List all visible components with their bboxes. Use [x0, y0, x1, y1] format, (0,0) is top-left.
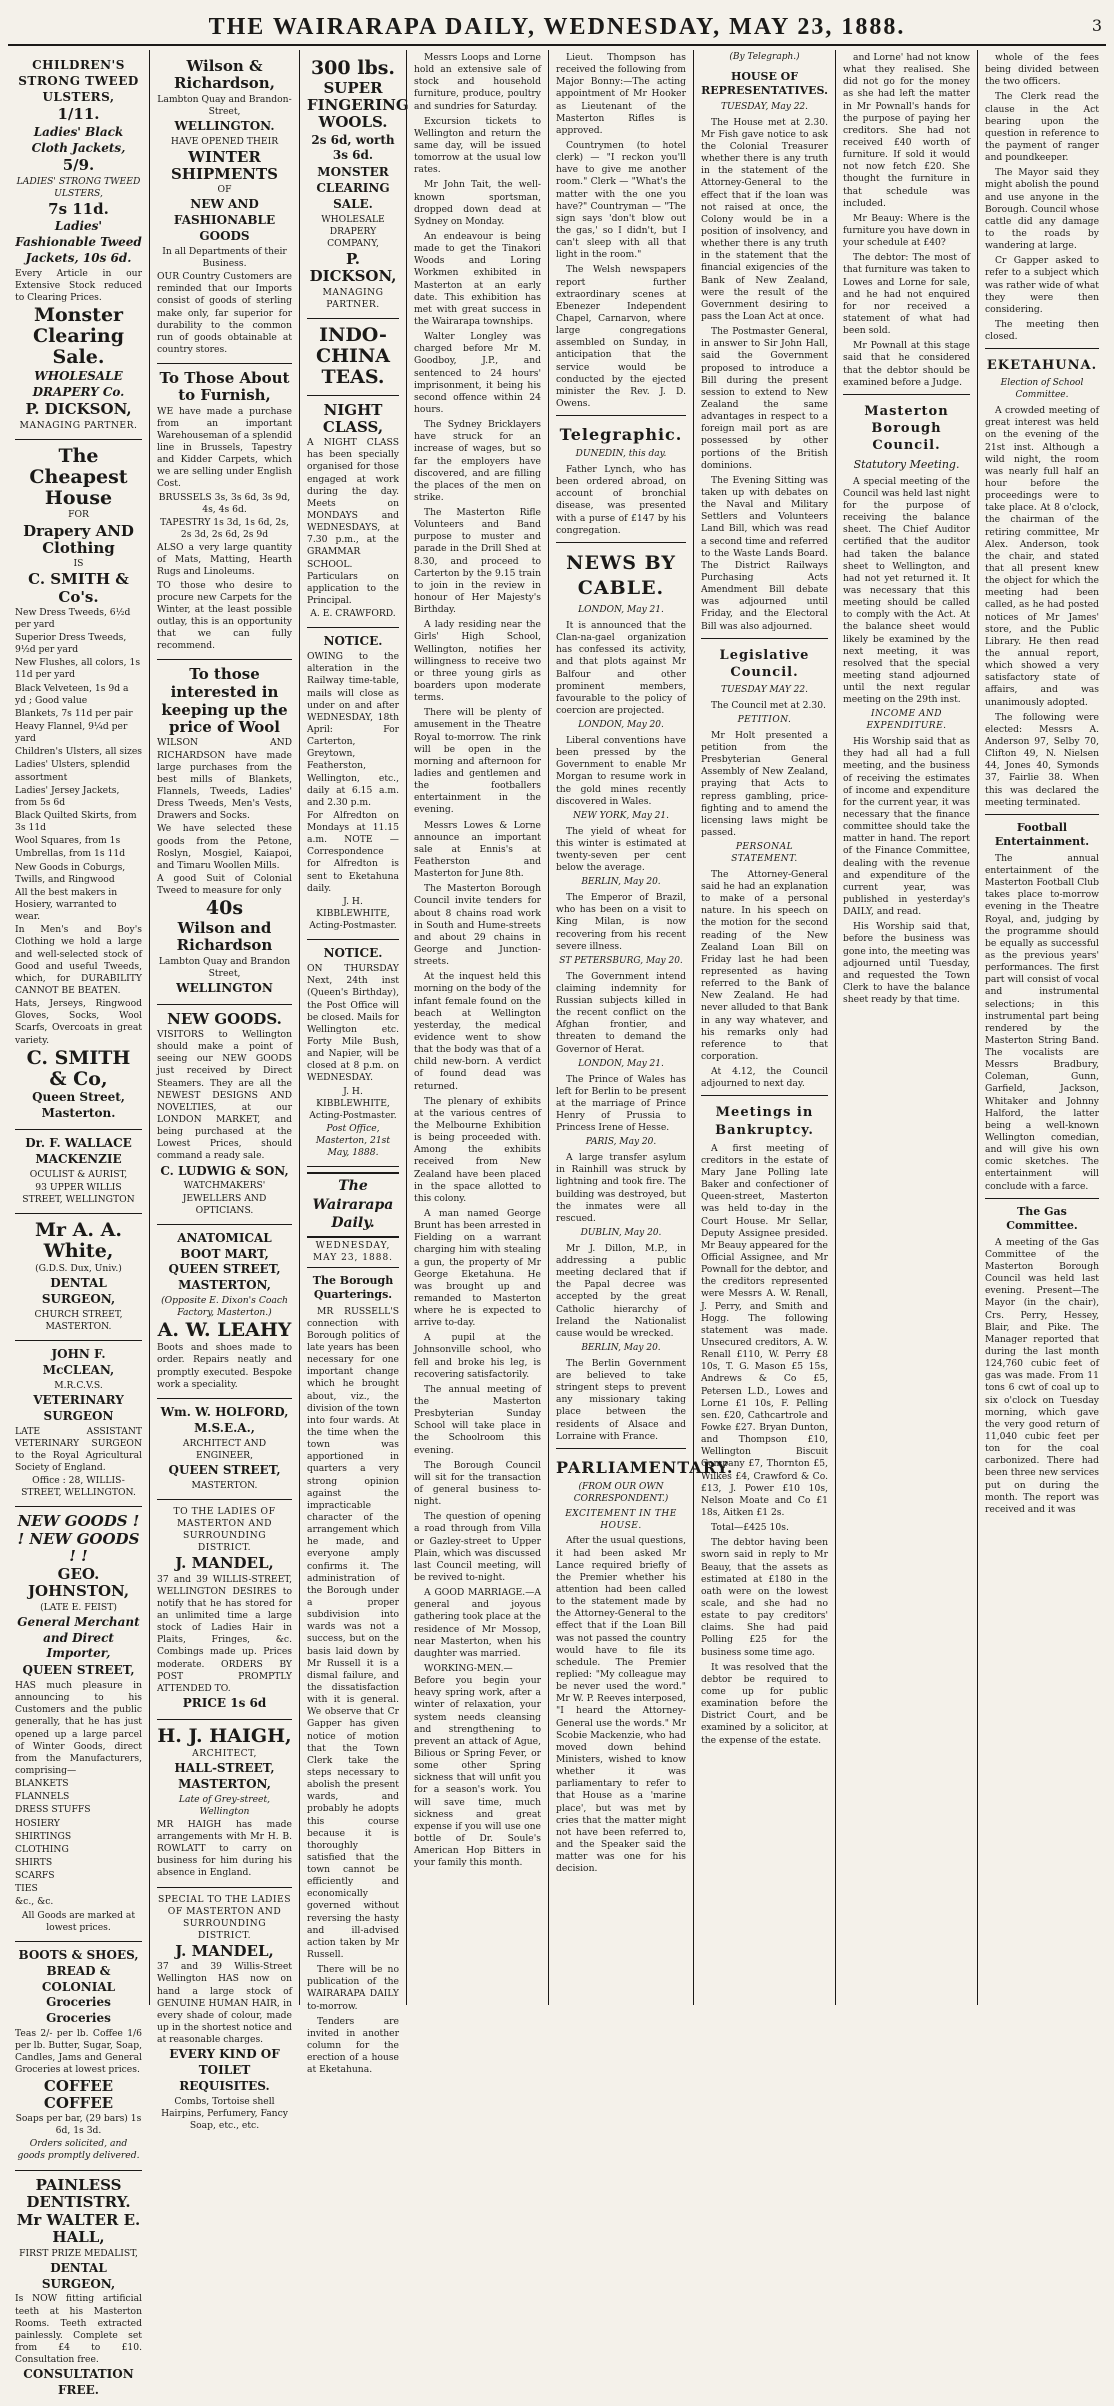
list-item: Blankets, 7s 11d per pair: [15, 707, 133, 719]
news-paragraph: A crowded meeting of great interest was held on the evening of the 21st inst. Although a wild night, the room was nearly full half an hour before the proceedings were to take place. At 8 o'clock, the chairman of the retiring committee, Mr Alex. Anderson, took the chair, and stated that all present knew the object for which the meeting had been called, as he had posted notices of Mr James' store, and the Public Library. He then read the annual report, which showed a very satisfactory state of affairs, and was unanimously adopted.: [985, 405, 1099, 708]
news-paragraph: The annual entertainment of the Masterton Football Club takes place to-morrow evening in the Theatre Royal, and, judging by the programme should be equally as successful as the previous years' performances. The first part will consist of vocal and instrumental selections; in this instrumental part being rendered by the Masterton String Band. The vocalists are Messrs Bradbury, Coleman, Gunn, Garfield, Jackson, Whitaker and Johnny Halford, the latter being a well-known Wellington comedian, and will give his own comic sketches. The entertainment will conclude with a farce.: [985, 852, 1099, 1192]
section-topic: PERSONAL STATEMENT.: [731, 842, 798, 865]
ad-paragraph: 37 and 39 Willis-Street Wellington HAS now on hand a large stock of GENUINE HUMAN HAIR, in every shade of colour, made up in the shortest notice and at reasonable charges.: [157, 1961, 292, 2046]
ad-price: PRICE 1s 6d: [182, 1696, 267, 1710]
news-paragraph: The annual meeting of the Masterton Presbyterian Sunday School will take place in the Schoolroom this evening.: [414, 1383, 541, 1456]
ad-price: 2s 6d, worth 3s 6d.: [311, 132, 395, 163]
ad-paragraph: Hats, Jerseys, Ringwood Gloves, Socks, Wool Scarfs, Overcoats in great variety.: [15, 998, 142, 1046]
ad-firm: C. SMITH & Co's.: [28, 570, 129, 606]
ad-paragraph: TO those who desire to procure new Carpets for the Winter, at the least possible outlay, this is an opportunity that we can fully recommend.: [157, 579, 292, 652]
news-paragraph: whole of the fees being divided between the two officers.: [985, 52, 1099, 88]
ad-sale-heading: MONSTER CLEARING SALE.: [316, 165, 390, 211]
cable-dateline: ST PETERSBURG, May 20.: [559, 955, 683, 966]
ad-winter-shipments: [157, 52, 292, 364]
ad-painless-dentistry: [15, 2171, 142, 2406]
section-divider: [985, 814, 1099, 815]
news-paragraph: Father Lynch, who has been ordered abroad, on account of bronchial disease, was presented with a purse of £147 by his congregation.: [556, 464, 686, 536]
ad-title: OCULIST & AURIST,: [29, 1168, 128, 1180]
ad-tail: EVERY KIND OF TOILET REQUISITES.: [169, 2047, 280, 2093]
cable-list: [556, 605, 686, 1443]
ad-heading: SUPER FINGERING WOOLS.: [307, 78, 409, 132]
list-item: FLANNELS: [15, 1791, 70, 1803]
list-item: &c., &c.: [15, 1896, 54, 1908]
dateline: TUESDAY MAY 22.: [721, 685, 808, 695]
list-item: New Goods in Coburgs, Twills, and Ringwood: [15, 861, 126, 885]
section-heading: HOUSE OF REPRESENTATIVES.: [701, 69, 828, 98]
list-item: Wool Squares, from 1s: [15, 835, 121, 847]
column-3: [300, 50, 409, 2076]
ad-price: 5/9.: [62, 156, 95, 175]
ad-paragraph: Boots and shoes made to order. Repairs neatly and promptly executed. Bespoke work a speciality.: [157, 1342, 292, 1390]
list-item: Black Quilted Skirts, from 3s 11d: [15, 810, 137, 834]
ad-address: QUEEN STREET,: [168, 1462, 281, 1477]
ad-paragraph: ALSO a very large quantity of Mats, Matting, Hearth Rugs and Linoleums.: [157, 542, 292, 578]
ad-name: Mr WALTER E. HALL,: [16, 2211, 141, 2247]
ad-heading: NOTICE.: [323, 946, 383, 961]
ad-title: DENTAL SURGEON,: [41, 2260, 116, 2291]
ad-line: Ladies' Fashionable Tweed Jackets, 10s 6d.: [15, 219, 142, 265]
news-paragraph: The Council met at 2.30.: [711, 699, 826, 711]
news-paragraph: Mr John Tait, the well-known sportsman, dropped down dead at Sydney on Monday.: [414, 179, 541, 227]
cable-paragraph: It is announced that the Clan-na-gael organization has confessed its activity, and that plots against Mr Balfour and other prominent members, favourable to the policy of coercion are projected.: [556, 619, 686, 716]
ad-degree: (G.D.S. Dux, Univ.): [35, 1262, 122, 1274]
ad-line: FOR: [68, 509, 89, 521]
ad-dentist-white: [15, 1214, 142, 1341]
ad-new-goods: [157, 1005, 292, 1225]
section-subheading: (By Telegraph.): [729, 52, 800, 62]
news-paragraph: Cr Gapper asked to refer to a subject which was rather wide of what they were then considering.: [985, 255, 1099, 315]
news-paragraph: The Welsh newspapers report further extraordinary scenes at Ebenezer Independent Chapel, Carnarvon, where large congregations assembled on Sunday, in anticipation that the service would be conducted by the ejected minister the Rev. J. D. Owens.: [556, 264, 686, 409]
section-divider: [556, 415, 686, 416]
ad-line: Soaps per bar, (29 bars) 1s 6d, 1s 3d.: [15, 2113, 142, 2137]
ad-note: Every Article in our Extensive Stock reduced to Clearing Prices.: [15, 267, 142, 303]
news-paragraph: The Borough Council will sit for the transaction of general business to-night.: [414, 1459, 541, 1508]
ad-paragraph: MR HAIGH has made arrangements with Mr H. B. ROWLATT to carry on business for him during his absence in England.: [157, 1818, 292, 1879]
section-divider: [985, 348, 1099, 349]
news-paragraph: A pupil at the Johnsonville school, who fell and broke his leg, is recovering satisfactorily.: [414, 1332, 541, 1380]
list-item: DRESS STUFFS: [15, 1804, 91, 1816]
ad-line: IS: [73, 558, 84, 570]
column-4: [407, 50, 549, 2005]
ad-heading: NOTICE.: [323, 634, 383, 649]
ad-johnston: [15, 1507, 142, 1942]
ad-signature: J. H. KIBBLEWHITE, Acting-Postmaster.: [309, 895, 397, 932]
news-paragraph: The debtor having been sworn said in reply to Mr Beauy, that the assets as estimated at £180 in the oath were on the lowest scale, and she had no estate to pay creditors' claims. She had paid Polling £25 for the business some time ago.: [701, 1537, 828, 1658]
ad-groceries: [15, 1942, 142, 2171]
section-subheading: Election of School Committee.: [1000, 378, 1084, 401]
cable-paragraph: The Prince of Wales has left for Berlin to be present at the marriage of Prince Henry of Prussia to Princess Irene of Hesse.: [556, 1073, 686, 1134]
ad-veterinary: [15, 1341, 142, 1507]
ad-heading: BOOTS & SHOES, BREAD & COLONIAL Groceries Groceries: [18, 1947, 139, 2026]
list-item: SCARFS: [15, 1870, 55, 1882]
news-paragraph: Excursion tickets to Wellington and return the same day, will be issued tomorrow at the usual low rates.: [414, 115, 541, 176]
ad-wool: [157, 660, 292, 1004]
ad-name: H. J. HAIGH,: [157, 1724, 292, 1747]
ad-tail: CONSULTATION FREE.: [23, 2367, 134, 2398]
ad-paragraph: A NIGHT CLASS has been specially organised for those engaged at work during the day. Meets on MONDAYS and WEDNESDAYS, at 7.30 p.m., at the GRAMMAR SCHOOL. Particulars on application to the Principal.: [307, 437, 399, 606]
ad-address: CHURCH STREET, MASTERTON.: [34, 1308, 123, 1332]
column-8: [978, 50, 1106, 2005]
ad-subheading: SPECIAL TO THE LADIES OF MASTERTON AND SURROUNDING DISTRICT.: [157, 1893, 292, 1941]
news-paragraph: At the inquest held this morning on the body of the infant female found on the beach at Wellington yesterday, the medical evidence went to show that the body was that of a child new-born. A verdict of found dead was returned.: [414, 971, 541, 1092]
editorial-date: WEDNESDAY, MAY 23, 1888.: [307, 1241, 399, 1268]
cable-paragraph: The Government intend claiming indemnity for Russian subjects killed in the recent conflict on the Afghan frontier, and threaten to demand the Governor of Herat.: [556, 970, 686, 1055]
section-divider: [701, 638, 828, 639]
ad-firm: C. SMITH & Co,: [26, 1046, 131, 1090]
ad-furnish: [157, 364, 292, 660]
list-item: Black Velveteen, 1s 9d a yd ; Good value: [15, 682, 129, 706]
news-paragraph: The meeting then closed.: [985, 318, 1099, 343]
ad-degree: FIRST PRIZE MEDALIST,: [19, 2247, 138, 2259]
ad-heading: NEW GOODS.: [167, 1009, 282, 1028]
section-heading: The Gas Committee.: [1006, 1204, 1078, 1233]
cable-paragraph: Mr J. Dillon, M.P., in addressing a public meeting declared that if the Papal decree was accepted by the great Catholic hierarchy of Ireland the Nationalist cause would be wrecked.: [556, 1242, 686, 1339]
list-item: Ladies' Jersey Jackets, from 5s 6d: [15, 784, 120, 808]
dateline: TUESDAY, May 22.: [720, 101, 809, 112]
ad-notice-birthday: [307, 940, 399, 1167]
ad-boot-mart: [157, 1225, 292, 1399]
ad-paragraph: WE have made a purchase from an important Warehouseman of a splendid line in Brussels, Tapestry and Kidder Carpets, which we are selling under English Cost.: [157, 405, 292, 490]
ad-architect-haigh: [157, 1720, 292, 1888]
ad-paragraph: A good Suit of Colonial Tweed to measure for only: [157, 873, 292, 897]
cable-paragraph: The yield of wheat for this winter is estimated at twenty-seven per cent below the average.: [556, 825, 686, 874]
ad-heading: PAINLESS DENTISTRY.: [26, 2175, 131, 2211]
list-item: Children's Ulsters, all sizes: [15, 746, 143, 758]
ad-architect-holford: [157, 1399, 292, 1500]
list-item: New Flushes, all colors, 1s 11d per yard: [15, 657, 141, 681]
ad-name: GEO. JOHNSTON,: [27, 1565, 130, 1601]
news-paragraph: The plenary of exhibits at the various centres of the Melbourne Exhibition is being proceeded with. Among the exhibits received from New Zealand have been placed in the space allotted to this colony.: [414, 1095, 541, 1204]
section-topic: PETITION.: [737, 715, 792, 726]
ad-list: Combs, Tortoise shell Hairpins, Perfumery, Fancy Soap, etc., etc.: [161, 2095, 288, 2132]
news-paragraph: The following were elected: Messrs A. Anderson 97, Selby 70, Clifton 49, N. Nielsen 44, Jones 40, Symonds 37, Fairlie 38. When this was declared the meeting terminated.: [985, 711, 1099, 808]
ad-heading: The Cheapest House: [29, 444, 128, 509]
news-paragraph: At 4.12, the Council adjourned to next day.: [701, 1066, 828, 1090]
ad-heading: NIGHT CLASS,: [322, 400, 384, 436]
ad-name: Wm. W. HOLFORD, M.S.E.A.,: [160, 1404, 289, 1435]
news-paragraph: Messrs Loops and Lorne hold an extensive sale of stock and household furniture, produce, poultry and sundries for Saturday.: [414, 52, 541, 112]
news-paragraph: Mr Pownall at this stage said that he considered that the debtor should be examined before a Judge.: [843, 340, 970, 388]
article-paragraph: MR RUSSELL'S connection with Borough politics of late years has been necessary for one important change which he brought about, viz., the division of the town into four wards. At the time when the town was apportioned in quarters a very strong opinion against the impracticable character of the arrangement which he made, and everyone amply confirms it. The administration of the Borough under a proper subdivision into wards was not a success, but on the basis laid down by Mr Russell it is a dismal failure, and the dissatisfaction with it is general. We observe that Cr Gapper has given notice of motion that the Town Clerk take the steps necessary to abolish the present wards, and probably he adopts this course because it is thoroughly satisfied that the town cannot be efficiently and economically governed without reversing the hasty and ill-advised action taken by Mr Russell.: [307, 1305, 399, 1961]
section-heading: Meetings in Bankruptcy.: [715, 1105, 814, 1138]
list-item: SHIRTINGS: [15, 1830, 72, 1842]
list-item: Superior Dress Tweeds, 9½d per yard: [15, 632, 127, 656]
ad-line: Orders solicited, and goods promptly delivered.: [17, 2138, 140, 2162]
ad-paragraph: HAS much pleasure in announcing to his Customers and the public generally, that he has just opened up a large parcel of Winter Goods, direct from the Manufacturers, comprising—: [15, 1680, 142, 1777]
ad-line: HAVE OPENED THEIR: [170, 135, 279, 147]
news-paragraph: Lieut. Thompson has received the following from Major Bonny:—The acting appointment of Mr Hooker as Lieutenant of the Masterton Rifles is approved.: [556, 52, 686, 136]
news-paragraph: Mr Holt presented a petition from the Presbyterian General Assembly of New Zealand, praying that Acts to repress gambling, price-fighting and to amend the licensing laws might be passed.: [701, 729, 828, 839]
news-paragraph: WORKING-MEN.—Before you begin your heavy spring work, after a winter of relaxation, your system needs cleansing and strengthening to prevent an attack of Ague, Bilious or Spring Fever, or some other Spring sickness that will unfit you for a season's work. You will save time, much sickness and great expense if you will use one bottle of Dr. Soule's American Hop Bitters in your family this month.: [414, 1663, 541, 1869]
section-heading: Legislative Council.: [719, 647, 810, 680]
ad-ulsters: [15, 52, 142, 440]
ad-oculist: [15, 1130, 142, 1214]
ad-city: MASTERTON.: [191, 1479, 258, 1491]
ad-paragraph: LATE ASSISTANT VETERINARY SURGEON to the Royal Agricultural Society of England.: [15, 1425, 142, 1473]
article-paragraph: There will be no publication of the WAIRARAPA DAILY to-morrow.: [307, 1964, 399, 2012]
ad-heading: INDO-CHINA TEAS.: [315, 323, 391, 388]
cable-dateline: LONDON, May 21.: [578, 1058, 664, 1069]
news-paragraph: A meeting of the Gas Committee of the Masterton Borough Council was held last evening. Present—The Mayor (in the chair), Crs. Perry, Hessey, Blair, and Pike. The Manager reported that during the last month 124,760 cubic feet of gas was made. From 11 tons 6 cwt of coal up to six o'clock on Tuesday morning, which gave the very good return of 11,040 cubic feet per ton for the coal carbonized. There had been three new services put on during the month. The report was received and it was: [985, 1236, 1099, 1515]
ad-wholesale: WHOLESALE DRAPERY COMPANY,: [321, 213, 385, 250]
section-subheading: Statutory Meeting.: [853, 458, 960, 472]
ad-goods-list: [15, 1778, 142, 1908]
column-1: [8, 50, 150, 2398]
news-paragraph: The Sydney Bricklayers have struck for an increase of wages, but so far the employers have discovered, and are filling the places of the men on strike.: [414, 419, 541, 503]
ad-partner: MANAGING PARTNER.: [322, 286, 384, 310]
news-paragraph: Walter Longley was charged before Mr M. Goodboy, J.P., and sentenced to 24 hours' imprisonment, it being his second offence within 24 hours.: [414, 331, 541, 415]
ad-paragraph: OWING to the alteration in the Railway time-table, mails will close as under on and after WEDNESDAY, 18th April: For Carterton, Greytown, Featherston, Wellington, etc., daily at 6.15 a.m. and 2.30 p.m.: [307, 651, 399, 808]
ad-partner: MANAGING PARTNER.: [19, 419, 138, 431]
section-subheading: (FROM OUR OWN CORRESPONDENT.): [573, 1481, 669, 1504]
news-paragraph: The Masterton Borough Council invite tenders for about 8 chains road work in South and Hume-streets and about 29 chains in George and Junction-streets.: [414, 883, 541, 968]
ad-paragraph: VISITORS to Wellington should make a point of seeing our NEW GOODS just received by Direct Steamers. They are all the NEWEST DESIGNS AND NOVELTIES, at our LONDON MARKET, and being purchased at the Lowest Prices, should command a ready sale.: [157, 1029, 292, 1162]
ad-sale-heading: Monster Clearing Sale.: [32, 304, 125, 368]
news-paragraph: After the usual questions, it had been asked Mr Lance required briefly of the Premier whether his attention had been called to the statement made by the Attorney-General to the effect that if the Loan Bill was not passed the country would have to file its schedule. The Premier replied: "My colleague may be never used the word." Mr W. P. Reeves interposed, "I heard the Attorney-General use the words." Mr Scobie Mackenzie, who had moved down behind Ministers, wished to know whether it was parliamentary to refer to that House as a 'marine place', but was met by cries that the matter might not have been referred to, and the Speaker said the matter was one for his decision.: [556, 1535, 686, 1875]
ad-address: HALL-STREET, MASTERTON,: [174, 1760, 275, 1791]
ad-subheading: NEW AND FASHIONABLE GOODS: [173, 197, 276, 244]
news-paragraph: The Masterton Rifle Volunteers and Band purpose to muster and parade in the Drill Shed at 8.30, and proceed to Carterton by the 9.15 train to join in the review in honour of Her Majesty's Birthday.: [414, 507, 541, 616]
ad-line: Drapery AND Clothing: [23, 521, 134, 557]
ad-price: 40s: [205, 897, 244, 920]
ad-tail: All Goods are marked at lowest prices.: [21, 1909, 136, 1933]
ad-paragraph: WILSON AND RICHARDSON have made large purchases from the best mills of Blankets, Flannels, Tweeds, Ladies' Dress Tweeds, Men's Vests, Drawers and Socks.: [157, 737, 292, 822]
ad-paragraph: In Men's and Boy's Clothing we hold a large and well-selected stock of Good and useful Tweeds, which, for DURABILITY CANNOT BE BEATEN.: [15, 924, 142, 996]
cable-dateline: NEW YORK, May 21.: [573, 810, 669, 821]
ad-title: ARCHITECT AND ENGINEER,: [182, 1437, 267, 1461]
ad-firm: Wilson & Richardson,: [174, 57, 275, 93]
list-item: TIES: [15, 1883, 38, 1895]
ad-name: A. W. LEAHY: [157, 1319, 292, 1342]
news-paragraph: The question of opening a road through from Villa or Gazley-street to Upper Plain, which was discussed last Council meeting, will be revived to-night.: [414, 1511, 541, 1584]
ad-address: Lambton Quay and Brandon Street,: [158, 955, 291, 979]
ad-firm: Wilson and Richardson: [176, 919, 273, 955]
ad-mandel-2: [157, 1888, 292, 2140]
ad-quantity: 300 lbs.: [310, 57, 396, 79]
list-item: Ladies' Ulsters, splendid assortment: [15, 759, 131, 783]
ad-price: 7s 11d.: [48, 199, 109, 218]
ad-heading: NEW GOODS ! ! NEW GOODS ! !: [17, 1512, 140, 1565]
ad-date: Post Office, Masterton, 21st May, 1888.: [315, 1122, 391, 1159]
section-heading: Football Entertainment.: [994, 820, 1090, 849]
ad-address: Office : 28, WILLIS-STREET, WELLINGTON.: [21, 1475, 136, 1499]
section-divider: [556, 542, 686, 543]
news-paragraph: His Worship said that, before the business was gone into, the meeting was adjourned until Tuesday, and requested the Town Clerk to have the balance sheet ready by that time.: [843, 921, 970, 1006]
ad-item-list: [15, 607, 142, 924]
news-paragraph: A special meeting of the Council was held last night for the purpose of receiving the balance sheet. The Chief Auditor certified that the auditor had taken the balance sheet to Wellington, and had not yet returned it. It was necessary that this meeting should be called to comply with the Act. At the balance sheet would likely be examined by the next meeting, it was resolved that the special meeting stand adjourned until the next regular meeting on the 29th inst.: [843, 475, 970, 706]
news-paragraph: Countrymen (to hotel clerk) — "I reckon you'll have to give me another room." Clerk — "What's the matter with the one you have?" Countryman — "The sign says 'don't blow out the gas,' so I didn't, but I can't sleep with all that light in the room.": [556, 139, 686, 261]
section-divider: [985, 1198, 1099, 1199]
ad-name: J. MANDEL,: [175, 1554, 274, 1573]
ad-late: (LATE E. FEIST): [40, 1601, 117, 1613]
ad-name: Dr. F. WALLACE MACKENZIE: [25, 1136, 132, 1166]
list-item: BLANKETS: [15, 1778, 69, 1790]
news-paragraph: The Attorney-General said he had an explanation to make of a personal nature. In his speech on the motion for the second reading of the New Zealand Loan Bill on Friday last he had been represented as having referred to the Bank of New Zealand. He had never alluded to that Bank in any way whatever, and his remarks only had reference to that corporation.: [701, 868, 828, 1063]
ad-notice-mails: [307, 628, 399, 940]
ad-name: Mr A. A. White,: [35, 1219, 122, 1263]
news-paragraph: A GOOD MARRIAGE.—A general and joyous gathering took place at the residence of Mr Mossop, near Masterton, when his daughter was married.: [414, 1587, 541, 1659]
section-divider: [556, 1448, 686, 1449]
page-number: 3: [1091, 16, 1102, 35]
article-heading: The Borough Quarterings.: [312, 1273, 394, 1302]
news-paragraph: and Lorne' had not know what they realised. She did not go for the money as she had left the matter in Mr Pownall's hands for the purpose of paying her creditors. She had not received £40 worth of furniture. If sold it would not now fetch £20. She thought the furniture in that schedule was included.: [843, 52, 970, 209]
list-item: HOSIERY: [15, 1817, 60, 1829]
list-item: CLOTHING: [15, 1843, 69, 1855]
cable-paragraph: The Emperor of Brazil, who has been on a visit to King Milan, is now recovering from his recent severe illness.: [556, 892, 686, 952]
news-paragraph: The Postmaster General, in answer to Sir John Hall, said the Government proposed to introduce a Bill during the present session to extend to New Zealand the same advantages in respect to a foreign mail port as are possessed by other portions of the British dominions.: [701, 326, 828, 471]
ad-title: ARCHITECT,: [192, 1747, 257, 1759]
cable-dateline: LONDON, May 20.: [578, 720, 664, 731]
news-paragraph: It was resolved that the debtor be required to come up for public examination before the District Court, and be examined by a solicitor, at the expense of the estate.: [701, 1661, 828, 1746]
cable-dateline: LONDON, May 21.: [578, 605, 664, 616]
ad-heading: WINTER SHIPMENTS: [170, 147, 279, 183]
ad-subheading: keeping up the price of Wool: [161, 700, 288, 737]
news-paragraph: The House met at 2.30. Mr Fish gave notice to ask the Colonial Treasurer whether there is any truth in the statement of the Attorney-General to the effect that if the loan was not raised at once, the Colony would be in a position of insolvency, and whether there is any truth in the statement that the financial exigencies of the Bank of New Zealand, were the result of the Government desiring to pass the Loan Act at once.: [701, 116, 828, 323]
ad-title: DENTAL SURGEON,: [41, 1276, 116, 1306]
ad-address: Lambton Quay and Brandon-Street,: [157, 93, 292, 117]
ad-title: VETERINARY SURGEON: [33, 1392, 124, 1423]
ad-indo-china-teas: [307, 319, 399, 396]
cable-dateline: BERLIN, May 20.: [581, 1342, 661, 1353]
cable-paragraph: Liberal conventions have been pressed by the Government to enable Mr Morgan to resume work in the gold mines recently discovered in Wales.: [556, 734, 686, 807]
ad-heading: COFFEE COFFEE: [43, 2076, 114, 2112]
cable-paragraph: The Berlin Government are believed to take stringent steps to prevent any missionary taking place between the residents of Alsace and Lorraine with France.: [556, 1357, 686, 1442]
news-paragraph: An endeavour is being made to get the Tinakori Woods and Loring Workmen exhibited in Masterton at an early date. This exhibition has met with great success in the Wairarapa townships.: [414, 230, 541, 327]
ad-paragraph: We have selected these goods from the Petone, Roslyn, Mosgiel, Kaiapoi, and Timaru Woollen Mills.: [157, 823, 292, 871]
ad-title: General Merchant and Direct Importer,: [17, 1614, 140, 1661]
section-divider: [843, 394, 970, 395]
cable-dateline: PARIS, May 20.: [585, 1137, 657, 1148]
ad-paragraph: ON THURSDAY Next, 24th inst (Queen's Birthday), the Post Office will be closed. Mails for Wellington etc. Forty Mile Bush, and Napier, will be closed at 8 p.m. on WEDNESDAY.: [307, 963, 399, 1084]
article-paragraph: Tenders are invited in another column for the erection of a house at Eketahuna.: [307, 2015, 399, 2076]
ad-night-class: [307, 396, 399, 629]
cable-dateline: BERLIN, May 20.: [581, 877, 661, 888]
ad-city: WELLINGTON.: [174, 118, 275, 133]
ad-price: 1/11.: [57, 105, 100, 124]
ad-heading: To those interested in: [170, 665, 279, 701]
news-paragraph: A man named George Brunt has been arrested in Fielding on a warrant charging him with stealing a gun, the property of Mr George Eketahuna. He was brought up and remanded to Masterton where he is expected to arrive to-day.: [414, 1207, 541, 1329]
ad-prices: TAPESTRY 1s 3d, 1s 6d, 2s, 2s 3d, 2s 6d, 2s 9d: [160, 516, 289, 541]
ad-fingering-wools: [307, 52, 409, 319]
ad-address: Queen Street, Masterton.: [32, 1090, 125, 1121]
column-2: [150, 50, 300, 2132]
ad-firm: P. DICKSON,: [25, 400, 132, 419]
ad-line: Ladies' Black Cloth Jackets,: [31, 124, 126, 155]
news-paragraph: The debtor: The most of that furniture was taken to Lowes and Lorne for sale, and he had not enquired for nor received a statement of what had been sold.: [843, 252, 970, 337]
ad-prices: BRUSSELS 3s, 3s 6d, 3s 9d, 4s, 4s 6d.: [158, 491, 291, 515]
news-paragraph: The Mayor said they might abolish the pound and use anyone in the Borough. Council whose cattle did any damage to the roads by wandering at large.: [985, 167, 1099, 252]
ad-subheading: WATCHMAKERS' JEWELLERS AND OPTICIANS.: [182, 1180, 267, 1216]
ad-signature: A. E. CRAWFORD.: [310, 608, 396, 620]
ad-line: LADIES' STRONG TWEED ULSTERS,: [16, 175, 141, 199]
ad-cheapest-house: [15, 440, 142, 1130]
masthead: [8, 10, 1106, 46]
section-topic: INCOME AND EXPENDITURE.: [866, 709, 947, 732]
ad-firm: P. DICKSON,: [309, 250, 397, 286]
list-item: Umbrellas, from 1s 11d: [15, 848, 126, 860]
ad-city: WELLINGTON: [176, 980, 273, 995]
ad-address: 93 UPPER WILLIS STREET, WELLINGTON: [22, 1181, 135, 1206]
ad-degree: M.R.C.V.S.: [54, 1379, 103, 1391]
ad-subheading: (Opposite E. Dixon's Coach Factory, Masterton.): [161, 1295, 288, 1319]
cable-paragraph: A large transfer asylum in Rainhill was struck by lightning and took fire. The building was destroyed, but the inmates were all rescued.: [556, 1152, 686, 1224]
section-heading: PARLIAMENTARY.: [556, 1457, 734, 1477]
news-paragraph: A first meeting of creditors in the estate of Mary Jane Polling late Baker and confectioner of Queen-street, Masterton was held to-day in the Court House. Mr Sellar, Deputy Assignee presided. Mr Beauy appeared for the Official Assignee, and Mr Pownall for the debtor, and the creditors represented were Messrs A. W. Renall, J. Perry, and Smith and Hogg. The following statement was made. Unsecured creditors, A. W. Renall £110, W. Perry £8 10s, T. G. Mason £5 15s, Andrews & Co £5, Petersen L.D., Lowes and Lorne £1 10s, F. Pelling sen. £20, Cathcartrole and Fowke £27. Bryan Dunton, and Thompson £10, Wellington Biscuit Company £7, Thornton £5, Wilkes £4, Crawford & Co. £13, J. Power £10 10s, Nelson Moate and Co £1 18s, Aitken £1 2s.: [701, 1142, 828, 1518]
section-heading: Telegraphic.: [559, 425, 683, 445]
ad-heading: ANATOMICAL BOOT MART, QUEEN STREET, MASTERTON,: [168, 1230, 281, 1293]
news-paragraph: His Worship said that as they had all had a full meeting, and the business of receiving the estimates of income and expenditure for the current year, it was necessary that the finance committee should take the matter in hand. The report of the Finance Committee, dealing with the revenue and expenditure of the current year, was published in yesterday's DAILY, and read.: [843, 736, 970, 918]
news-paragraph: Total—£425 10s.: [711, 1522, 789, 1534]
section-heading: EKETAHUNA.: [986, 358, 1098, 374]
newspaper-title: THE WAIRARAPA DAILY, WEDNESDAY, MAY 23, 1888.: [208, 13, 906, 40]
section-heading: NEWS BY CABLE.: [566, 551, 676, 599]
news-paragraph: A lady residing near the Girls' High School, Wellington, notifies her willingness to receive two or three young girls as boarders upon moderate terms.: [414, 619, 541, 704]
news-paragraph: The Evening Sitting was taken up with debates on the Naval and Military Settlers and Volunteers Land Bill, which was read a second time and referred to the Waste Lands Board. The District Railways Purchasing Acts Amendment Bill debate was adjourned until Friday, and the Electoral Bill was also adjourned.: [701, 474, 828, 632]
columns: [8, 50, 1106, 2398]
news-paragraph: Messrs Lowes & Lorne announce an important sale at Ennis's at Featherston and Masterton for June 8th.: [414, 819, 541, 880]
news-paragraph: There will be plenty of amusement in the Theatre Royal to-morrow. The rink will be open in the morning and afternoon for ladies and gentlemen and the footballers entertainment in the evening.: [414, 707, 541, 816]
dateline: DUNEDIN, this day.: [575, 449, 667, 460]
ad-late: Late of Grey-street, Wellington: [178, 1793, 271, 1817]
ad-line: OF: [217, 184, 232, 196]
ad-paragraph: For Alfredton on Mondays at 11.15 a.m. NOTE — Correspondence for Alfredton is sent to Eketahuna daily.: [307, 809, 399, 894]
ad-paragraph: Is NOW fitting artificial teeth at his Masterton Rooms. Teeth extracted painlessly. Complete set from £4 to £10. Consultation free.: [15, 2293, 142, 2366]
ad-line: In all Departments of their Business.: [162, 245, 287, 270]
list-item: All the best makers in Hosiery, warranted to wear.: [15, 886, 118, 923]
ad-subheading: TO THE LADIES OF MASTERTON AND SURROUNDING DISTRICT.: [173, 1505, 276, 1554]
ad-paragraph: OUR Country Customers are reminded that our Imports consist of goods of sterling make only, far superior for durability to the common run of goods obtainable at country stores.: [157, 271, 292, 355]
column-6: [694, 50, 836, 2005]
section-heading: Masterton Borough Council.: [864, 403, 949, 454]
section-divider: [701, 1095, 828, 1096]
list-item: SHIRTS: [15, 1857, 53, 1869]
news-paragraph: The Clerk read the clause in the Act bearing upon the question in reference to the payment of ranger and poundkeeper.: [985, 91, 1099, 164]
ad-address: QUEEN STREET,: [22, 1663, 135, 1678]
ad-paragraph: Teas 2/- per lb. Coffee 1/6 per lb. Butter, Sugar, Soap, Candles, Jams and General Groceries at lowest prices.: [15, 2028, 142, 2076]
column-7: [836, 50, 978, 2005]
ad-name: JOHN F. McCLEAN,: [42, 1347, 115, 1377]
ad-wholesale: WHOLESALE DRAPERY Co.: [32, 368, 125, 399]
editorial-paper-title: The Wairarapa Daily.: [307, 1172, 399, 1237]
ad-mandel-1: [157, 1500, 292, 1720]
column-5: [549, 50, 734, 2005]
ad-paragraph: 37 and 39 WILLIS-STREET, WELLINGTON DESIRES to notify that he has stored for an unlimited time a large stock of Ladies Hair in Plaits, Fringes, &c. Combings made up. Prices moderate. ORDERS BY POST PROMPTLY ATTENDED TO.: [157, 1573, 292, 1694]
cable-dateline: DUBLIN, May 20.: [580, 1227, 662, 1238]
ad-line: CHILDREN'S STRONG TWEED ULSTERS,: [18, 58, 139, 104]
section-topic: EXCITEMENT IN THE HOUSE.: [565, 1508, 677, 1531]
news-paragraph: Mr Beauy: Where is the furniture you have down in your schedule at £40?: [843, 212, 970, 249]
ad-firm: C. LUDWIG & SON,: [160, 1163, 289, 1178]
list-item: New Dress Tweeds, 6½d per yard: [15, 606, 131, 630]
ad-name: J. MANDEL,: [175, 1942, 274, 1961]
ad-signature: J. H. KIBBLEWHITE, Acting-Postmaster.: [309, 1085, 397, 1121]
list-item: Heavy Flannel, 9¼d per yard: [15, 721, 128, 745]
ad-heading: To Those About to Furnish,: [159, 369, 290, 405]
